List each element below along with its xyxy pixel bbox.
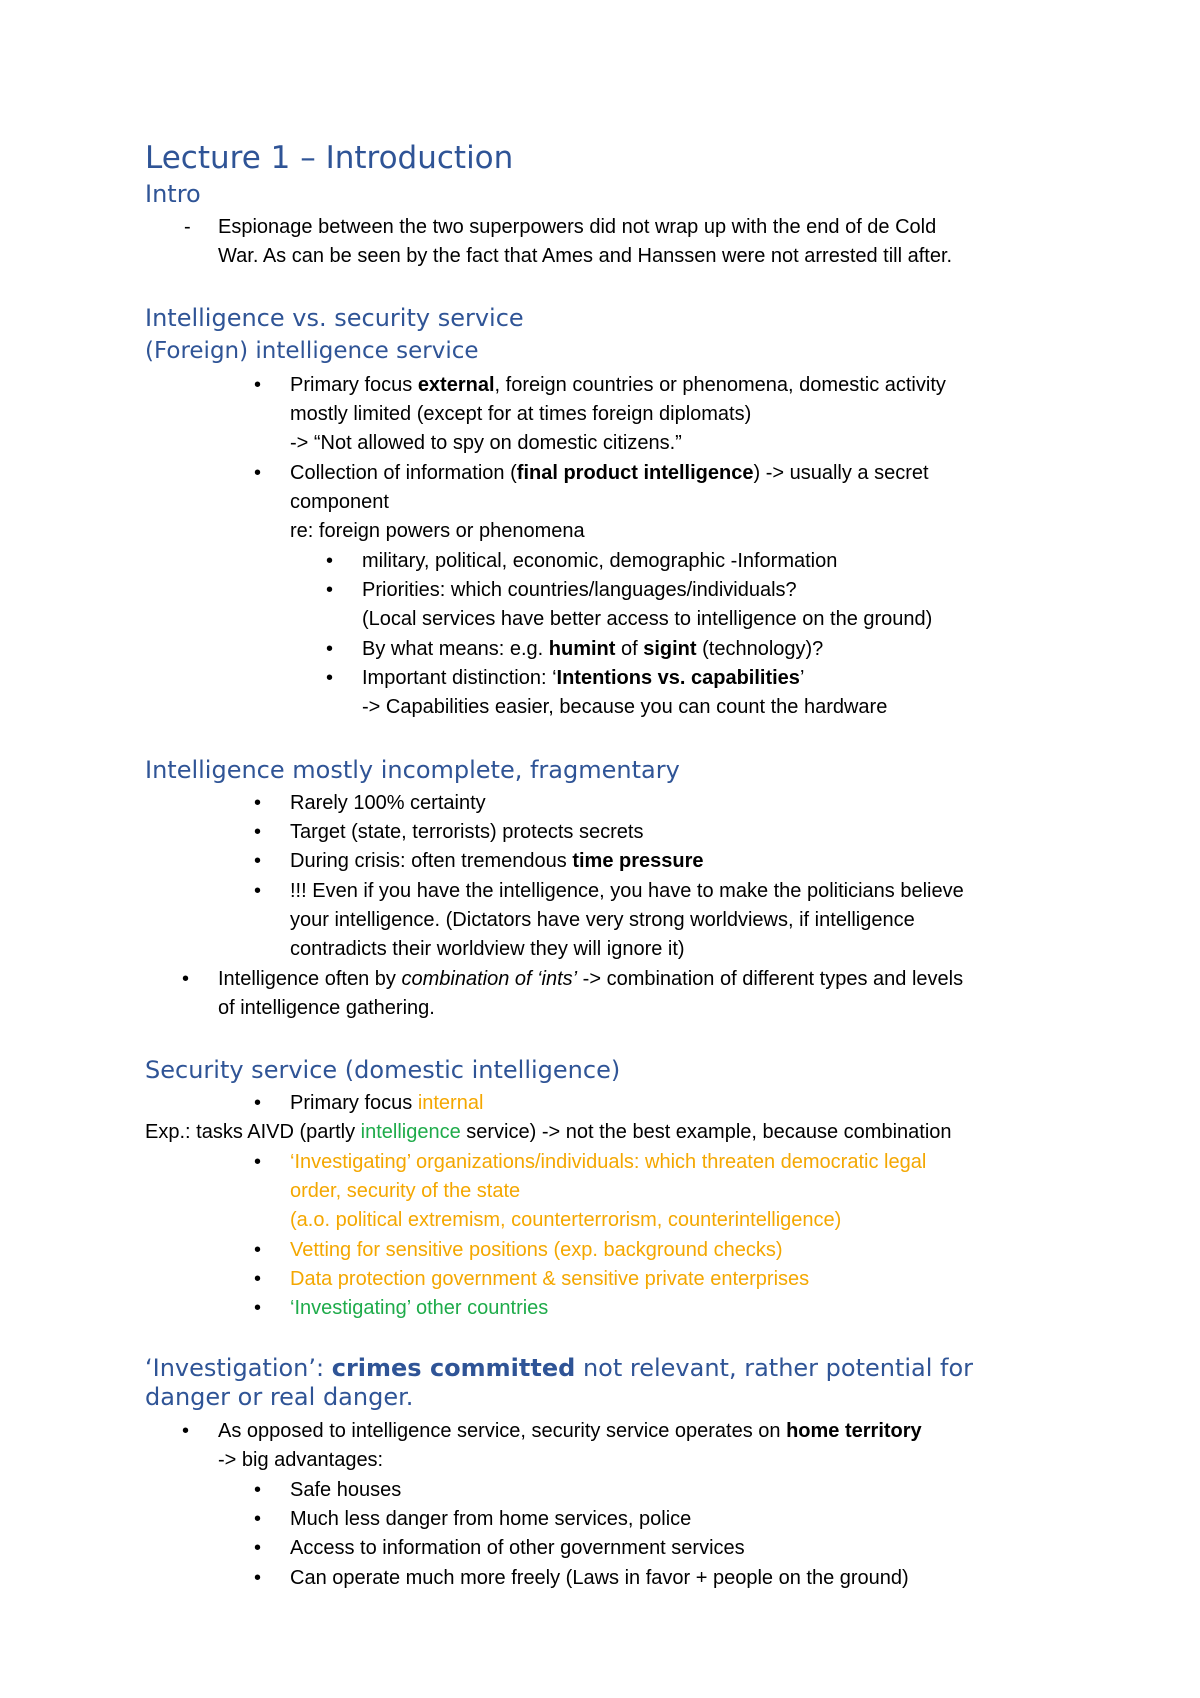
- text: Intelligence often by: [218, 968, 402, 990]
- text: Exp.: tasks AIVD (partly: [145, 1121, 361, 1143]
- list-item: [218, 1418, 922, 1444]
- bullet-marker: •: [326, 550, 334, 572]
- text: ‘Investigation’:: [145, 1354, 332, 1382]
- page-title: Lecture 1 – Introduction: [145, 140, 514, 176]
- subsection-heading: (Foreign) intelligence service: [145, 338, 479, 364]
- list-item: military, political, economic, demographic -Information: [362, 550, 838, 572]
- bold-text: humint: [548, 638, 616, 660]
- bullet-marker: •: [182, 1420, 190, 1442]
- text: -> combination of different types and levels: [577, 968, 964, 990]
- list-item: Safe houses: [290, 1479, 402, 1501]
- bullet-marker: •: [326, 667, 334, 689]
- bold-text: time pressure: [572, 850, 704, 872]
- list-item-line: -> Capabilities easier, because you can count the hardware: [362, 696, 888, 718]
- list-item: [218, 966, 963, 992]
- bullet-marker: •: [254, 1567, 262, 1589]
- bullet-marker: •: [326, 579, 334, 601]
- list-item: Data protection government & sensitive private enterprises: [290, 1268, 810, 1290]
- list-item-line: contradicts their worldview they will ignore it): [290, 938, 685, 960]
- bold-text: sigint: [643, 638, 697, 660]
- bullet-marker: •: [254, 880, 262, 902]
- list-item: ‘Investigating’ other countries: [290, 1297, 549, 1319]
- bullet-marker: •: [254, 374, 262, 396]
- text: , foreign countries or phenomena, domestic activity: [494, 374, 946, 396]
- bullet-marker: •: [254, 1297, 262, 1319]
- list-item: Rarely 100% certainty: [290, 792, 486, 814]
- list-item-line: mostly limited (except for at times foreign diplomats): [290, 403, 752, 425]
- list-item-line: your intelligence. (Dictators have very strong worldviews, if intelligence: [290, 909, 915, 931]
- list-item-line: (a.o. political extremism, counterterrorism, counterintelligence): [290, 1209, 842, 1231]
- list-item: Access to information of other government services: [290, 1537, 745, 1559]
- list-item: Vetting for sensitive positions (exp. background checks): [290, 1239, 783, 1261]
- list-item: ‘Investigating’ organizations/individuals: which threaten democratic legal: [290, 1151, 927, 1173]
- list-item-line: -> big advantages:: [218, 1449, 384, 1471]
- text: During crisis: often tremendous: [290, 850, 573, 872]
- italic-text: combination of ‘ints’: [401, 968, 578, 990]
- bullet-marker: •: [254, 850, 262, 872]
- section-heading: Intelligence mostly incomplete, fragmentary: [145, 756, 680, 784]
- list-item-line: -> “Not allowed to spy on domestic citizens.”: [290, 432, 682, 454]
- bullet-marker: •: [182, 968, 190, 990]
- bullet-marker: •: [254, 1268, 262, 1290]
- list-item-line: (Local services have better access to intelligence on the ground): [362, 608, 933, 630]
- bold-text: external: [417, 374, 495, 396]
- section-heading: Security service (domestic intelligence): [145, 1056, 621, 1084]
- intro-text-line: Espionage between the two superpowers did not wrap up with the end of de Cold: [218, 216, 937, 238]
- list-item: Can operate much more freely (Laws in favor + people on the ground): [290, 1567, 909, 1589]
- bullet-marker: •: [254, 1537, 262, 1559]
- list-item: Priorities: which countries/languages/individuals?: [362, 579, 797, 601]
- list-item-line: of intelligence gathering.: [218, 997, 435, 1019]
- section-heading: Intelligence vs. security service: [145, 304, 524, 332]
- text: Collection of information (: [290, 462, 517, 484]
- list-item: [290, 372, 946, 398]
- text: ) -> usually a secret: [753, 462, 929, 484]
- text: Primary focus: [290, 374, 418, 396]
- text: service) -> not the best example, because combination: [460, 1121, 952, 1143]
- dash-marker: -: [184, 216, 191, 238]
- bullet-marker: •: [254, 1092, 262, 1114]
- list-item-line: re: foreign powers or phenomena: [290, 520, 585, 542]
- text: (technology)?: [696, 638, 824, 660]
- list-item: [290, 1090, 483, 1116]
- text: ’: [799, 667, 805, 689]
- list-item: Target (state, terrorists) protects secrets: [290, 821, 644, 843]
- bullet-marker: •: [254, 1508, 262, 1530]
- text: Primary focus: [290, 1092, 418, 1114]
- text: Important distinction: ‘: [362, 667, 557, 689]
- text: of: [615, 638, 644, 660]
- bold-text: home territory: [786, 1420, 922, 1442]
- bullet-marker: •: [254, 1479, 262, 1501]
- text: By what means: e.g.: [362, 638, 549, 660]
- bullet-marker: •: [254, 462, 262, 484]
- bullet-marker: •: [326, 638, 334, 660]
- list-item-line: component: [290, 491, 389, 513]
- list-item: [362, 636, 823, 662]
- list-item-line: order, security of the state: [290, 1180, 521, 1202]
- bullet-marker: •: [254, 1239, 262, 1261]
- example-line: [145, 1119, 952, 1145]
- list-item: !!! Even if you have the intelligence, you have to make the politicians believe: [290, 880, 964, 902]
- bullet-marker: •: [254, 1151, 262, 1173]
- section-heading: [145, 1354, 973, 1382]
- text: As opposed to intelligence service, security service operates on: [218, 1420, 787, 1442]
- section-heading-line: danger or real danger.: [145, 1383, 414, 1411]
- list-item: [362, 665, 804, 691]
- bullet-marker: •: [254, 821, 262, 843]
- list-item: Much less danger from home services, police: [290, 1508, 692, 1530]
- highlight-orange-text: internal: [417, 1092, 484, 1114]
- list-item: [290, 460, 929, 486]
- bold-text: final product intelligence: [516, 462, 754, 484]
- highlight-green-text: intelligence: [360, 1121, 461, 1143]
- bold-text: Intentions vs. capabilities: [556, 667, 800, 689]
- list-item: [290, 848, 704, 874]
- intro-heading: Intro: [145, 180, 201, 208]
- bold-text: crimes committed: [331, 1354, 576, 1382]
- bullet-marker: •: [254, 792, 262, 814]
- intro-text-line: War. As can be seen by the fact that Ames and Hanssen were not arrested till after.: [218, 245, 953, 267]
- text: not relevant, rather potential for: [575, 1354, 974, 1382]
